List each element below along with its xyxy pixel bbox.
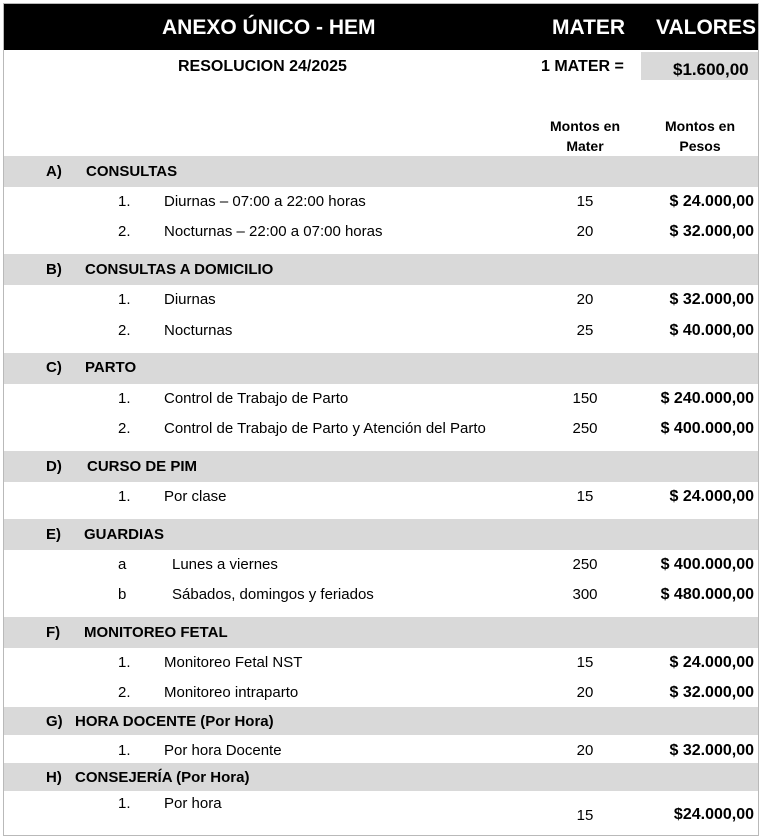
table-row [0,795,761,824]
mater-equals-label: 1 MATER = [541,58,624,75]
item-description: Monitoreo Fetal NST [164,654,303,671]
item-description: Monitoreo intraparto [164,684,299,701]
section-letter: D) [46,458,62,475]
item-description: Diurnas – 07:00 a 22:00 horas [164,193,366,210]
table-row [0,488,761,508]
table-row [0,390,761,410]
section-letter: C) [46,359,62,376]
item-mater: 15 [576,807,594,824]
column-subheader-pesos [650,116,750,156]
mater-value: $1.600,00 [673,60,749,79]
section-letter: B) [46,261,62,278]
item-description: Lunes a viernes [172,556,278,573]
section-letter: G) [46,713,63,730]
item-valor: $ 32.000,00 [669,742,754,759]
document-title: ANEXO ÚNICO - HEM [162,16,376,39]
item-description: Sábados, domingos y feriados [172,586,374,603]
table-header [4,4,758,50]
item-mater: 20 [576,742,594,759]
column-subheader-mater [535,116,635,156]
item-number: 2. [118,322,131,339]
item-valor: $ 32.000,00 [669,223,754,240]
item-mater: 250 [572,420,598,437]
section-letter: A) [46,163,62,180]
column-subheader-mater-line2: Mater [566,138,604,154]
item-mater: 20 [576,684,594,701]
section-letter: H) [46,769,62,786]
column-subheader-mater-line1: Montos en [550,118,620,134]
section-title: CONSEJERÍA (Por Hora) [75,769,250,786]
column-header-mater: MATER [552,16,626,39]
item-valor: $24.000,00 [673,806,754,823]
item-number: 1. [118,488,131,505]
section-title: PARTO [85,359,137,376]
item-number: 1. [118,291,131,308]
section-title: GUARDIAS [84,526,165,543]
item-mater: 15 [576,654,594,671]
item-mater: 20 [576,223,594,240]
section-title: HORA DOCENTE (Por Hora) [75,713,274,730]
item-number: a [118,556,127,573]
table-row [0,742,761,762]
table-row [0,586,761,606]
item-valor: $ 400.000,00 [660,420,754,437]
item-number: 1. [118,795,131,812]
item-description: Por clase [164,488,227,505]
item-mater: 25 [576,322,594,339]
item-number: 1. [118,742,131,759]
table-row [0,556,761,576]
column-header-valores: VALORES [656,16,756,39]
item-number: b [118,586,127,603]
section-title: CONSULTAS [86,163,178,180]
item-description: Control de Trabajo de Parto [164,390,349,407]
item-valor: $ 24.000,00 [669,654,754,671]
item-description: Diurnas [164,291,216,308]
resolution-label: RESOLUCION 24/2025 [178,58,347,75]
item-mater: 300 [572,586,598,603]
item-valor: $ 240.000,00 [660,390,754,407]
section-letter: E) [46,526,61,543]
section-letter: F) [46,624,61,641]
section-title: CURSO DE PIM [87,458,198,475]
item-description: Control de Trabajo de Parto y Atención del Parto [164,420,486,437]
item-description: Por hora Docente [164,742,282,759]
item-mater: 150 [572,390,598,407]
item-number: 2. [118,420,131,437]
column-subheader-pesos-line1: Montos en [665,118,735,134]
item-number: 1. [118,390,131,407]
item-mater: 15 [576,193,594,210]
table-row [0,223,761,243]
item-number: 2. [118,223,131,240]
item-valor: $ 24.000,00 [669,193,754,210]
column-subheader-pesos-line2: Pesos [679,138,721,154]
item-mater: 15 [576,488,594,505]
item-mater: 20 [576,291,594,308]
item-description: Nocturnas [164,322,233,339]
item-number: 1. [118,193,131,210]
item-mater: 250 [572,556,598,573]
table-row [0,291,761,311]
table-row [0,322,761,342]
section-title: CONSULTAS A DOMICILIO [85,261,274,278]
item-valor: $ 40.000,00 [669,322,754,339]
item-description: Por hora [164,795,222,812]
table-row [0,193,761,213]
table-row [0,420,761,440]
item-valor: $ 32.000,00 [669,684,754,701]
item-valor: $ 400.000,00 [660,556,754,573]
table-row [0,654,761,674]
item-description: Nocturnas – 22:00 a 07:00 horas [164,223,383,240]
section-title: MONITOREO FETAL [84,624,228,641]
table-row [0,684,761,704]
item-valor: $ 480.000,00 [660,586,754,603]
item-valor: $ 24.000,00 [669,488,754,505]
item-number: 1. [118,654,131,671]
item-valor: $ 32.000,00 [669,291,754,308]
item-number: 2. [118,684,131,701]
